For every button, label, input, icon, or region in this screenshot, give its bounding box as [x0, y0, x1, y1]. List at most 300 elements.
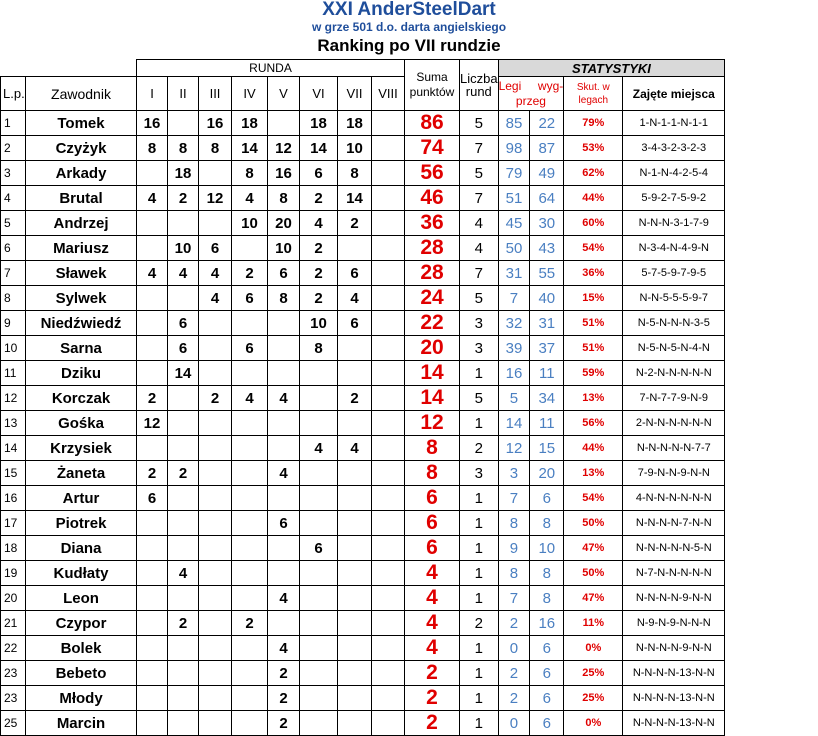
round-score-8 — [372, 386, 405, 411]
round-score-7 — [338, 336, 372, 361]
round-score-2 — [168, 286, 199, 311]
rounds-count: 3 — [460, 311, 499, 336]
round-score-3 — [199, 436, 232, 461]
round-score-8 — [372, 286, 405, 311]
places-taken: N-N-N-N-13-N-N — [623, 686, 725, 711]
liczba-header — [460, 60, 499, 111]
round-score-1: 2 — [137, 461, 168, 486]
legs-won: 45 — [498, 211, 530, 236]
places-taken: N-N-N-N-13-N-N — [623, 711, 725, 736]
points-sum: 20 — [405, 336, 460, 361]
round-score-2 — [168, 586, 199, 611]
places-taken: 3-4-3-2-3-2-3 — [623, 136, 725, 161]
zawodnik-header: Zawodnik — [26, 77, 137, 111]
table-row — [1, 486, 725, 511]
round-score-8 — [372, 361, 405, 386]
player-name: Bebeto — [26, 661, 137, 686]
legs-lost: 31 — [530, 311, 564, 336]
places-taken: N-N-N-N-9-N-N — [623, 586, 725, 611]
round-score-1 — [137, 686, 168, 711]
round-score-6: 4 — [300, 436, 338, 461]
places-taken: 7-9-N-N-9-N-N — [623, 461, 725, 486]
row-lp: 25 — [1, 711, 26, 736]
ranking-table — [0, 59, 725, 736]
points-sum: 4 — [405, 611, 460, 636]
player-name: Kudłaty — [26, 561, 137, 586]
round-score-5 — [268, 486, 300, 511]
row-lp: 22 — [1, 636, 26, 661]
round-score-4: 6 — [232, 286, 268, 311]
round-score-8 — [372, 636, 405, 661]
round-score-5: 4 — [268, 461, 300, 486]
legs-won: 32 — [498, 311, 530, 336]
round-score-7 — [338, 711, 372, 736]
places-taken: N-N-N-N-N-5-N — [623, 536, 725, 561]
player-name: Leon — [26, 586, 137, 611]
places-taken: N-7-N-N-N-N-N — [623, 561, 725, 586]
player-name: Czyżyk — [26, 136, 137, 161]
round-score-6 — [300, 586, 338, 611]
legs-efficiency: 11% — [564, 611, 623, 636]
legs-won: 7 — [498, 586, 530, 611]
places-taken: 1-N-1-1-N-1-1 — [623, 111, 725, 136]
round-score-5 — [268, 111, 300, 136]
round-score-6: 18 — [300, 111, 338, 136]
round-score-3 — [199, 586, 232, 611]
player-name: Gośka — [26, 411, 137, 436]
ranking-heading: Ranking po VII rundzie — [317, 36, 501, 55]
legs-efficiency: 51% — [564, 311, 623, 336]
table-row — [1, 311, 725, 336]
round-score-3: 2 — [199, 386, 232, 411]
player-name: Bolek — [26, 636, 137, 661]
points-sum: 12 — [405, 411, 460, 436]
round-score-1 — [137, 661, 168, 686]
legs-lost: 34 — [530, 386, 564, 411]
round-score-6: 2 — [300, 261, 338, 286]
round-score-3: 4 — [199, 286, 232, 311]
round-score-2: 4 — [168, 261, 199, 286]
round-score-8 — [372, 211, 405, 236]
points-sum: 4 — [405, 636, 460, 661]
legs-lost: 8 — [530, 561, 564, 586]
table-row — [1, 586, 725, 611]
points-sum: 8 — [405, 461, 460, 486]
points-sum: 22 — [405, 311, 460, 336]
round-score-6 — [300, 611, 338, 636]
points-sum: 2 — [405, 711, 460, 736]
rounds-count: 1 — [460, 586, 499, 611]
round-score-7: 10 — [338, 136, 372, 161]
rounds-count: 1 — [460, 711, 499, 736]
round-score-6: 4 — [300, 211, 338, 236]
round-score-5: 6 — [268, 261, 300, 286]
round-score-1 — [137, 161, 168, 186]
round-score-4: 14 — [232, 136, 268, 161]
legs-lost: 22 — [530, 111, 564, 136]
legs-efficiency: 54% — [564, 236, 623, 261]
row-lp: 5 — [1, 211, 26, 236]
round-score-6: 2 — [300, 186, 338, 211]
suma-header — [405, 60, 460, 111]
player-name: Diana — [26, 536, 137, 561]
round-score-7: 18 — [338, 111, 372, 136]
legs-efficiency: 13% — [564, 386, 623, 411]
round-score-3 — [199, 711, 232, 736]
round-score-2: 2 — [168, 611, 199, 636]
round-score-1: 16 — [137, 111, 168, 136]
skut-header-line2: legach — [578, 94, 609, 106]
legs-lost: 30 — [530, 211, 564, 236]
round-score-8 — [372, 311, 405, 336]
skut-header — [564, 77, 623, 111]
lp-header: L.p. — [1, 77, 26, 111]
legs-won: 79 — [498, 161, 530, 186]
round-score-3: 6 — [199, 236, 232, 261]
round-score-4 — [232, 536, 268, 561]
legs-efficiency: 50% — [564, 561, 623, 586]
round-score-8 — [372, 586, 405, 611]
points-sum: 28 — [405, 261, 460, 286]
points-sum: 14 — [405, 361, 460, 386]
legs-won: 0 — [498, 711, 530, 736]
places-taken: N-N-N-N-13-N-N — [623, 661, 725, 686]
round-score-8 — [372, 336, 405, 361]
round-score-5 — [268, 561, 300, 586]
table-row — [1, 511, 725, 536]
zajete-header: Zajęte miejsca — [623, 77, 725, 111]
round-score-1 — [137, 536, 168, 561]
round-score-8 — [372, 536, 405, 561]
page-title: XXI AnderSteelDart — [322, 0, 496, 20]
round-header-6: VI — [300, 77, 338, 111]
liczba-header-line1: Liczba — [460, 71, 498, 86]
round-score-8 — [372, 686, 405, 711]
round-score-3: 8 — [199, 136, 232, 161]
round-score-7: 6 — [338, 311, 372, 336]
legs-won: 3 — [498, 461, 530, 486]
player-name: Krzysiek — [26, 436, 137, 461]
legs-efficiency: 59% — [564, 361, 623, 386]
round-score-3: 16 — [199, 111, 232, 136]
points-sum: 28 — [405, 236, 460, 261]
legi-header-line1: Legi wyg- — [498, 78, 564, 93]
player-name: Mariusz — [26, 236, 137, 261]
rounds-count: 7 — [460, 186, 499, 211]
round-score-5: 4 — [268, 586, 300, 611]
rounds-count: 1 — [460, 561, 499, 586]
blank-cell — [1, 60, 137, 77]
round-score-7: 2 — [338, 386, 372, 411]
round-score-6 — [300, 661, 338, 686]
round-score-1 — [137, 711, 168, 736]
points-sum: 2 — [405, 661, 460, 686]
rounds-count: 5 — [460, 386, 499, 411]
round-score-2 — [168, 536, 199, 561]
round-score-4 — [232, 236, 268, 261]
round-score-2 — [168, 386, 199, 411]
rounds-count: 2 — [460, 611, 499, 636]
round-score-6: 2 — [300, 286, 338, 311]
points-sum: 14 — [405, 386, 460, 411]
rounds-count: 5 — [460, 111, 499, 136]
points-sum: 86 — [405, 111, 460, 136]
legs-efficiency: 25% — [564, 686, 623, 711]
round-score-2 — [168, 511, 199, 536]
player-name: Sylwek — [26, 286, 137, 311]
round-score-5: 2 — [268, 711, 300, 736]
round-score-8 — [372, 136, 405, 161]
legs-lost: 16 — [530, 611, 564, 636]
legs-lost: 11 — [530, 361, 564, 386]
legi-header-line2: przeg — [515, 93, 546, 108]
round-score-8 — [372, 661, 405, 686]
legs-won: 16 — [498, 361, 530, 386]
legs-efficiency: 44% — [564, 436, 623, 461]
table-row — [1, 611, 725, 636]
places-taken: N-N-N-N-7-N-N — [623, 511, 725, 536]
player-name: Artur — [26, 486, 137, 511]
player-name: Tomek — [26, 111, 137, 136]
round-score-1: 12 — [137, 411, 168, 436]
statystyki-header: STATYSTYKI — [498, 60, 725, 77]
round-score-7: 4 — [338, 286, 372, 311]
round-score-5 — [268, 311, 300, 336]
legs-won: 12 — [498, 436, 530, 461]
table-row — [1, 711, 725, 736]
points-sum: 36 — [405, 211, 460, 236]
places-taken: N-5-N-N-N-3-5 — [623, 311, 725, 336]
round-score-4 — [232, 661, 268, 686]
round-score-2 — [168, 111, 199, 136]
round-score-2 — [168, 411, 199, 436]
row-lp: 15 — [1, 461, 26, 486]
legs-efficiency: 25% — [564, 661, 623, 686]
row-lp: 19 — [1, 561, 26, 586]
round-score-2: 18 — [168, 161, 199, 186]
round-score-5: 2 — [268, 686, 300, 711]
legs-lost: 6 — [530, 486, 564, 511]
round-score-7: 14 — [338, 186, 372, 211]
round-score-4 — [232, 486, 268, 511]
round-score-1: 6 — [137, 486, 168, 511]
player-name: Andrzej — [26, 211, 137, 236]
round-score-1 — [137, 211, 168, 236]
round-header-8: VIII — [372, 77, 405, 111]
round-header-3: III — [199, 77, 232, 111]
round-score-3 — [199, 511, 232, 536]
points-sum: 8 — [405, 436, 460, 461]
round-score-1 — [137, 586, 168, 611]
round-score-2 — [168, 711, 199, 736]
round-score-1: 2 — [137, 386, 168, 411]
round-score-6 — [300, 386, 338, 411]
round-score-8 — [372, 436, 405, 461]
round-score-8 — [372, 261, 405, 286]
points-sum: 4 — [405, 561, 460, 586]
round-score-2 — [168, 636, 199, 661]
legs-lost: 11 — [530, 411, 564, 436]
round-header-5: V — [268, 77, 300, 111]
round-score-7 — [338, 586, 372, 611]
points-sum: 74 — [405, 136, 460, 161]
round-score-3 — [199, 486, 232, 511]
places-taken: N-9-N-9-N-N-N — [623, 611, 725, 636]
round-score-2: 4 — [168, 561, 199, 586]
round-score-2: 8 — [168, 136, 199, 161]
row-lp: 3 — [1, 161, 26, 186]
round-score-5: 8 — [268, 286, 300, 311]
round-score-6 — [300, 561, 338, 586]
round-score-3 — [199, 686, 232, 711]
round-score-7: 4 — [338, 436, 372, 461]
table-row — [1, 661, 725, 686]
legs-efficiency: 79% — [564, 111, 623, 136]
places-taken: N-2-N-N-N-N-N — [623, 361, 725, 386]
round-score-3 — [199, 161, 232, 186]
round-score-1 — [137, 511, 168, 536]
row-lp: 7 — [1, 261, 26, 286]
round-score-5: 12 — [268, 136, 300, 161]
round-score-4 — [232, 636, 268, 661]
legs-efficiency: 51% — [564, 336, 623, 361]
legs-efficiency: 54% — [564, 486, 623, 511]
round-score-8 — [372, 711, 405, 736]
legs-lost: 6 — [530, 661, 564, 686]
legs-lost: 49 — [530, 161, 564, 186]
round-score-4 — [232, 586, 268, 611]
legs-lost: 40 — [530, 286, 564, 311]
legs-efficiency: 60% — [564, 211, 623, 236]
round-score-6 — [300, 636, 338, 661]
round-score-8 — [372, 511, 405, 536]
row-lp: 4 — [1, 186, 26, 211]
round-header-7: VII — [338, 77, 372, 111]
round-score-4 — [232, 561, 268, 586]
places-taken: 5-9-2-7-5-9-2 — [623, 186, 725, 211]
player-name: Czypor — [26, 611, 137, 636]
round-score-1 — [137, 311, 168, 336]
table-row — [1, 436, 725, 461]
round-score-7 — [338, 236, 372, 261]
round-score-7 — [338, 636, 372, 661]
round-score-2 — [168, 486, 199, 511]
legs-won: 39 — [498, 336, 530, 361]
round-score-3 — [199, 311, 232, 336]
round-score-7: 8 — [338, 161, 372, 186]
places-taken: 5-7-5-9-7-9-5 — [623, 261, 725, 286]
table-row — [1, 411, 725, 436]
round-score-6 — [300, 361, 338, 386]
table-row — [1, 286, 725, 311]
round-score-5 — [268, 611, 300, 636]
round-header-4: IV — [232, 77, 268, 111]
round-score-5 — [268, 536, 300, 561]
legs-won: 8 — [498, 561, 530, 586]
round-score-1 — [137, 286, 168, 311]
player-name: Marcin — [26, 711, 137, 736]
row-lp: 23 — [1, 661, 26, 686]
places-taken: 2-N-N-N-N-N-N — [623, 411, 725, 436]
legs-lost: 55 — [530, 261, 564, 286]
rounds-count: 1 — [460, 636, 499, 661]
round-score-4 — [232, 436, 268, 461]
suma-header-line2: punktów — [409, 85, 455, 99]
rounds-count: 2 — [460, 436, 499, 461]
points-sum: 6 — [405, 511, 460, 536]
row-lp: 10 — [1, 336, 26, 361]
legs-lost: 87 — [530, 136, 564, 161]
round-score-2 — [168, 211, 199, 236]
liczba-header-line2: rund — [465, 84, 492, 99]
table-row — [1, 561, 725, 586]
round-score-4 — [232, 311, 268, 336]
round-score-2 — [168, 436, 199, 461]
round-score-7 — [338, 361, 372, 386]
suma-header-line1: Suma — [416, 70, 448, 84]
round-score-2 — [168, 686, 199, 711]
round-score-1: 4 — [137, 261, 168, 286]
rounds-count: 7 — [460, 136, 499, 161]
round-score-6 — [300, 686, 338, 711]
round-score-5: 4 — [268, 636, 300, 661]
round-score-7: 2 — [338, 211, 372, 236]
places-taken: N-5-N-5-N-4-N — [623, 336, 725, 361]
round-score-7 — [338, 661, 372, 686]
round-score-2: 14 — [168, 361, 199, 386]
legs-efficiency: 13% — [564, 461, 623, 486]
rounds-count: 1 — [460, 661, 499, 686]
round-score-2: 6 — [168, 311, 199, 336]
points-sum: 2 — [405, 686, 460, 711]
rounds-count: 1 — [460, 536, 499, 561]
table-row — [1, 161, 725, 186]
round-score-4 — [232, 411, 268, 436]
legs-won: 14 — [498, 411, 530, 436]
row-lp: 18 — [1, 536, 26, 561]
round-score-3 — [199, 461, 232, 486]
legi-header — [498, 77, 564, 111]
row-lp: 16 — [1, 486, 26, 511]
legs-efficiency: 0% — [564, 711, 623, 736]
round-score-3 — [199, 636, 232, 661]
table-row — [1, 186, 725, 211]
table-row — [1, 461, 725, 486]
round-score-4: 6 — [232, 336, 268, 361]
round-score-2 — [168, 661, 199, 686]
round-score-1 — [137, 436, 168, 461]
round-score-1 — [137, 236, 168, 261]
round-score-4 — [232, 361, 268, 386]
rounds-count: 4 — [460, 236, 499, 261]
legs-lost: 6 — [530, 636, 564, 661]
legs-lost: 6 — [530, 686, 564, 711]
legs-lost: 10 — [530, 536, 564, 561]
row-lp: 12 — [1, 386, 26, 411]
round-score-7 — [338, 686, 372, 711]
legs-won: 7 — [498, 286, 530, 311]
round-score-5: 10 — [268, 236, 300, 261]
round-score-6: 6 — [300, 536, 338, 561]
legs-lost: 43 — [530, 236, 564, 261]
rounds-count: 5 — [460, 286, 499, 311]
round-score-2: 2 — [168, 461, 199, 486]
places-taken: 7-N-7-7-9-N-9 — [623, 386, 725, 411]
round-score-4: 18 — [232, 111, 268, 136]
runda-header: RUNDA — [137, 60, 405, 77]
round-score-5: 4 — [268, 386, 300, 411]
round-score-1 — [137, 361, 168, 386]
